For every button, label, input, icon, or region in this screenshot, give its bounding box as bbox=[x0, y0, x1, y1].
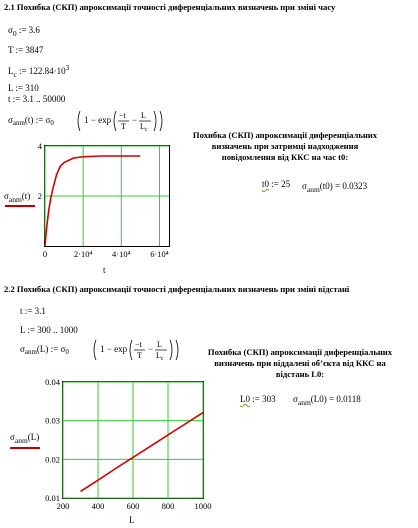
sigma-t0-result[interactable]: $\sigma_{anm}(t0) = 0.0323$ bbox=[302, 181, 368, 194]
section2-note: Похибка (СКП) апроксимації диференціальних визначень при віддалені об’єкта від ККС на відстань L0: bbox=[207, 347, 393, 379]
svg-text:−: − bbox=[148, 344, 154, 354]
chart1-xlabel: t bbox=[103, 265, 106, 275]
svg-text:1 − exp: 1 − exp bbox=[100, 344, 128, 354]
svg-text:L: L bbox=[157, 340, 162, 349]
x-tick-label: 2·10⁴ bbox=[73, 249, 93, 259]
t0-assignment[interactable]: t0 := 25 bbox=[262, 179, 291, 189]
svg-text:−t: −t bbox=[135, 340, 142, 349]
x-tick-label: 6·10⁴ bbox=[150, 249, 169, 259]
chart2-legend-line bbox=[10, 447, 40, 449]
t-range-assignment[interactable]: t := 3.1 .. 50000 bbox=[8, 94, 66, 104]
chart1-ylabel: $\sigma_{anm}(t)$ bbox=[4, 191, 31, 204]
y-tick-label: 2 bbox=[37, 191, 42, 201]
sigma-L0-result[interactable]: $\sigma_{anm}(L0) = 0.0118$ bbox=[293, 394, 361, 407]
sigma0-assignment[interactable]: $\sigma_0$ := 3.6 bbox=[8, 25, 40, 38]
x-tick-label: 1000 bbox=[194, 501, 212, 511]
section1-title: 2.1 Похибка (СКП) апроксимації точності диференціальних визначень при зміні часу bbox=[4, 2, 336, 12]
y-tick-label: 0.02 bbox=[45, 454, 60, 465]
svg-text:T: T bbox=[121, 122, 126, 131]
L0-assignment[interactable]: L0 := 303 bbox=[240, 394, 276, 404]
svg-text:−t: −t bbox=[119, 111, 126, 120]
svg-text:L: L bbox=[141, 111, 146, 120]
Lc-assignment[interactable]: $L_c$ := $122.84\cdot 10^3$ bbox=[8, 63, 70, 79]
chart2-xlabel: L bbox=[129, 515, 135, 525]
x-tick-label: 0 bbox=[42, 249, 48, 259]
x-tick-label: 800 bbox=[161, 501, 175, 511]
t-assignment-2[interactable]: t := 3.1 bbox=[20, 306, 46, 316]
y-tick-label: 0.01 bbox=[45, 493, 60, 503]
section2-title: 2.2 Похибка (СКП) апроксимації точності диференціальних визначень при зміні відстані bbox=[4, 284, 350, 294]
x-tick-label: 200 bbox=[56, 501, 70, 511]
svg-text:−: − bbox=[132, 115, 138, 125]
L-range-assignment[interactable]: L := 300 .. 1000 bbox=[20, 325, 78, 335]
series-line bbox=[45, 156, 140, 246]
sigma-L-formula[interactable] bbox=[20, 337, 185, 365]
svg-text:Lc: $L_c$ bbox=[156, 351, 164, 362]
svg-text:Lc: $L_c$ bbox=[140, 122, 148, 133]
svg-text:1 − exp: 1 − exp bbox=[84, 115, 112, 125]
series-line bbox=[81, 413, 204, 492]
L-assignment[interactable]: L := 310 bbox=[8, 83, 39, 93]
chart1-legend-line bbox=[5, 205, 35, 207]
T-assignment[interactable]: T := 3847 bbox=[8, 45, 44, 55]
svg-text:σanm(L) := σ0: $\sigma_{anm}(L)$ := $\sigma_0$ bbox=[20, 344, 69, 356]
y-tick-label: 0.04 bbox=[45, 377, 60, 387]
y-tick-label: 4 bbox=[37, 141, 42, 151]
chart2-ylabel: $\sigma_{anm}(L)$ bbox=[10, 432, 40, 445]
section1-note: Похибка (СКП) апроксимації диференціальних визначень при затримці надходження повідомлення від ККС на час t0: bbox=[192, 130, 378, 162]
sigma-t-formula[interactable] bbox=[8, 108, 168, 136]
y-tick-label: 0.03 bbox=[45, 415, 60, 426]
x-tick-label: 400 bbox=[91, 501, 105, 511]
svg-text:T: T bbox=[137, 351, 142, 360]
x-tick-label: 600 bbox=[126, 501, 140, 511]
x-tick-label: 4·10⁴ bbox=[112, 249, 131, 259]
svg-text:σanm(t) := σ0: $\sigma_{anm}(t)$ := $\sigma_0$ bbox=[8, 115, 54, 127]
